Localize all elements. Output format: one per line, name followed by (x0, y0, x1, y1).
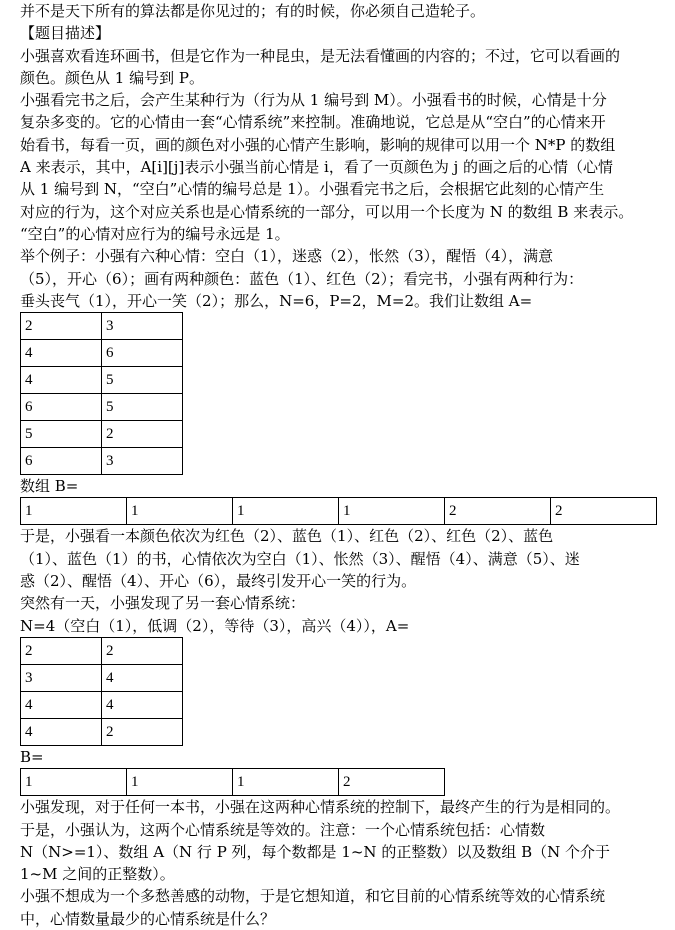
example-line-3: 垂头丧气（1），开心一笑（2）；那么，N=6，P=2，M=2。我们让数组 A= (20, 291, 533, 310)
table-a (20, 312, 183, 475)
table-row (21, 769, 445, 796)
table-cell: 1 (339, 498, 445, 525)
table-cell: 1 (233, 769, 339, 796)
table-cell: 4 (21, 340, 102, 367)
final-line-6: 中，心情数量最少的心情系统是什么？ (20, 909, 276, 928)
para2-line-4: A 来表示，其中，A[i][j]表示小强当前心情是 i，看了一页颜色为 j 的画之后的心情（心情 (20, 158, 614, 177)
table-row (21, 498, 657, 525)
table-b (20, 497, 657, 525)
final-line-5: 小强不想成为一个多愁善感的动物，于是它想知道，和它目前的心情系统等效的心情系统 (20, 887, 606, 906)
table-cell: 2 (551, 498, 657, 525)
label-array-b: 数组 B= (20, 477, 79, 496)
table-row (21, 340, 183, 367)
final-line-3: N（N>=1）、数组 A（N 行 P 列，每个数都是 1~N 的正整数）以及数组 B（N 个介于 (20, 842, 611, 861)
table-row (21, 664, 183, 691)
table-cell: 6 (21, 394, 102, 421)
after-b-line-2: （1）、蓝色（1）的书，心情依次为空白（1）、怅然（3）、醒悟（4）、满意（5）、迷 (20, 549, 580, 568)
after-b-line-5: N=4（空白（1），低调（2），等待（3），高兴（4）），A= (20, 616, 410, 635)
table-cell: 1 (21, 769, 127, 796)
table-cell: 3 (21, 664, 102, 691)
table-cell: 1 (127, 498, 233, 525)
table-cell: 5 (102, 367, 183, 394)
table-a-second (20, 637, 183, 746)
table-row (21, 367, 183, 394)
intro-line: 并不是天下所有的算法都是你见过的；有的时候，你必须自己造轮子。 (20, 2, 486, 20)
table-cell: 5 (102, 394, 183, 421)
after-b-line-4: 突然有一天，小强发现了另一套心情系统： (20, 594, 306, 613)
final-line-2: 于是，小强认为，这两个心情系统是等效的。注意：一个心情系统包括：心情数 (20, 820, 546, 839)
table-row (21, 718, 183, 745)
table-cell: 2 (102, 421, 183, 448)
after-b-line-1: 于是，小强看一本颜色依次为红色（2）、蓝色（1）、红色（2）、红色（2）、蓝色 (20, 527, 554, 546)
section-title: 【题目描述】 (20, 24, 111, 43)
table-cell: 4 (21, 367, 102, 394)
para2-line-7: “空白”的心情对应行为的编号永远是 1。 (20, 224, 290, 243)
table-row (21, 448, 183, 475)
table-row (21, 691, 183, 718)
table-cell: 6 (102, 340, 183, 367)
para2-line-2: 复杂多变的。它的心情由一套“心情系统”来控制。准确地说，它总是从“空白”的心情来开 (20, 113, 606, 132)
example-line-1: 举个例子：小强有六种心情：空白（1），迷惑（2），怅然（3），醒悟（4），满意 (20, 247, 554, 266)
para2-line-6: 对应的行为，这个对应关系也是心情系统的一部分，可以用一个长度为 N 的数组 B 来表示。 (20, 202, 634, 221)
para1-line-1: 小强喜欢看连环画书，但是它作为一种昆虫，是无法看懂画的内容的；不过，它可以看画的 (20, 46, 621, 65)
table-cell: 2 (102, 637, 183, 664)
table-cell: 4 (102, 664, 183, 691)
example-line-2: （5），开心（6）；画有两种颜色：蓝色（1）、红色（2）；看完书，小强有两种行为： (20, 269, 584, 288)
para2-line-1: 小强看完书之后，会产生某种行为（行为从 1 编号到 M）。小强看书的时候，心情是十分 (20, 91, 607, 110)
table-cell: 4 (102, 691, 183, 718)
table-cell: 3 (102, 313, 183, 340)
table-cell: 1 (127, 769, 233, 796)
table-cell: 2 (339, 769, 445, 796)
after-b-line-3: 惑（2）、醒悟（4）、开心（6），最终引发开心一笑的行为。 (20, 572, 417, 591)
table-cell: 2 (21, 637, 102, 664)
table-row (21, 394, 183, 421)
table-cell: 5 (21, 421, 102, 448)
table-cell: 4 (21, 718, 102, 745)
para2-line-3: 始看书，每看一页，画的颜色对小强的心情产生影响，影响的规律可以用一个 N*P 的数组 (20, 135, 616, 154)
table-cell: 2 (102, 718, 183, 745)
table-cell: 2 (445, 498, 551, 525)
final-line-4: 1~M 之间的正整数）。 (20, 865, 175, 884)
table-cell: 1 (233, 498, 339, 525)
label-b-second: B= (20, 747, 44, 766)
para2-line-5: 从 1 编号到 N，“空白”心情的编号总是 1）。小强看完书之后，会根据它此刻的心情产生 (20, 180, 605, 199)
para1-line-2: 颜色。颜色从 1 编号到 P。 (20, 68, 204, 87)
table-cell: 4 (21, 691, 102, 718)
final-line-1: 小强发现，对于任何一本书，小强在这两种心情系统的控制下，最终产生的行为是相同的。 (20, 798, 621, 817)
table-cell: 3 (102, 448, 183, 475)
table-row (21, 637, 183, 664)
table-cell: 1 (21, 498, 127, 525)
table-cell: 6 (21, 448, 102, 475)
table-row (21, 313, 183, 340)
table-row (21, 421, 183, 448)
table-cell: 2 (21, 313, 102, 340)
table-b-second (20, 768, 445, 796)
